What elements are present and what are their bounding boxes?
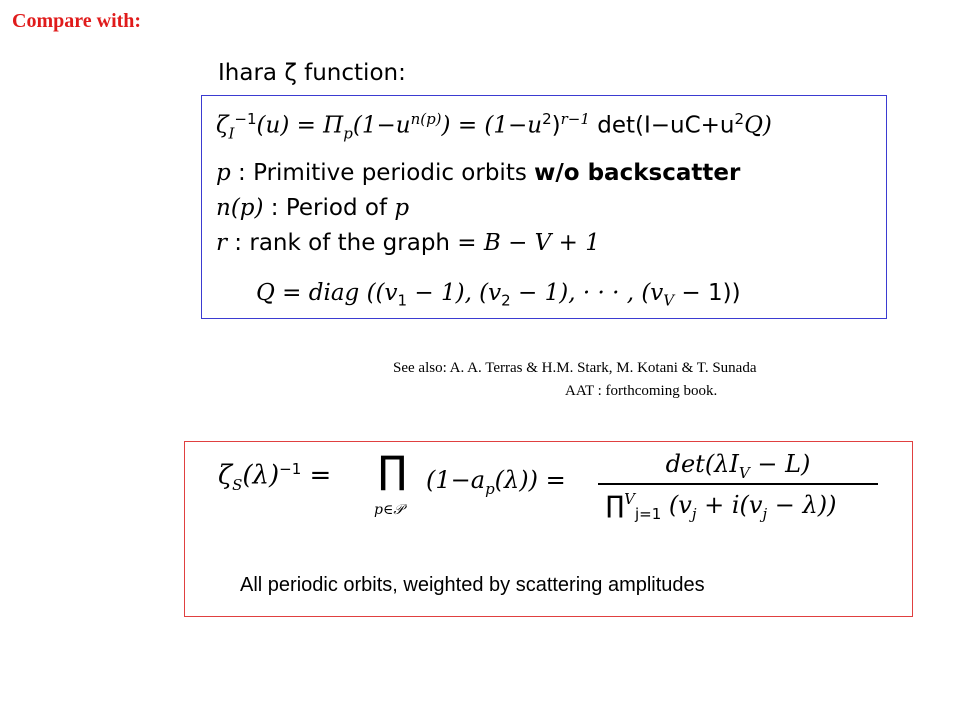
reference-line-2: AAT : forthcoming book. [565,383,718,399]
ihara-q-definition: Q = diag ($(v_1 - 1)$, $(v_2 - 1)$, · · · , $(v_V - 1)$) [256,280,741,310]
compare-heading: Compare with: [12,10,142,32]
speck-product-factor: $(1-a_p(\lambda))$ = [426,466,566,498]
ihara-r-definition: r : rank of the graph = B − V + 1 [216,230,600,256]
speck-fraction-bar [598,483,878,485]
speck-product-symbol: ∏ [378,448,407,492]
speck-caption: All periodic orbits, weighted by scattering amplitudes [240,574,705,596]
ihara-p-definition: p : Primitive periodic orbits w/o backscatter [216,160,741,186]
ihara-main-equation: $\zeta_I^{-1}(u) = \Pi_p(1-u^{n(p)}) = (1-u^2)^{r-1}$ $\det(I-uC+u^2Q)$ [216,110,772,143]
ihara-title: Ihara ζ function: [218,60,406,86]
speck-fraction-denominator: ∏$^V_{j=1}$ $(v_j + i(v_j - \lambda))$ [606,490,837,523]
speck-equation-lhs: $\zeta_S(\lambda)^{-1}$ = [218,460,332,494]
ihara-np-definition: n(p) : Period of p [216,195,410,221]
speck-fraction-numerator: $\det(\lambda I_V - L)$ [665,450,811,482]
speck-product-index: p∈𝒫 [374,502,404,518]
reference-line-1: See also: A. A. Terras & H.M. Stark, M. Kotani & T. Sunada [393,360,757,376]
